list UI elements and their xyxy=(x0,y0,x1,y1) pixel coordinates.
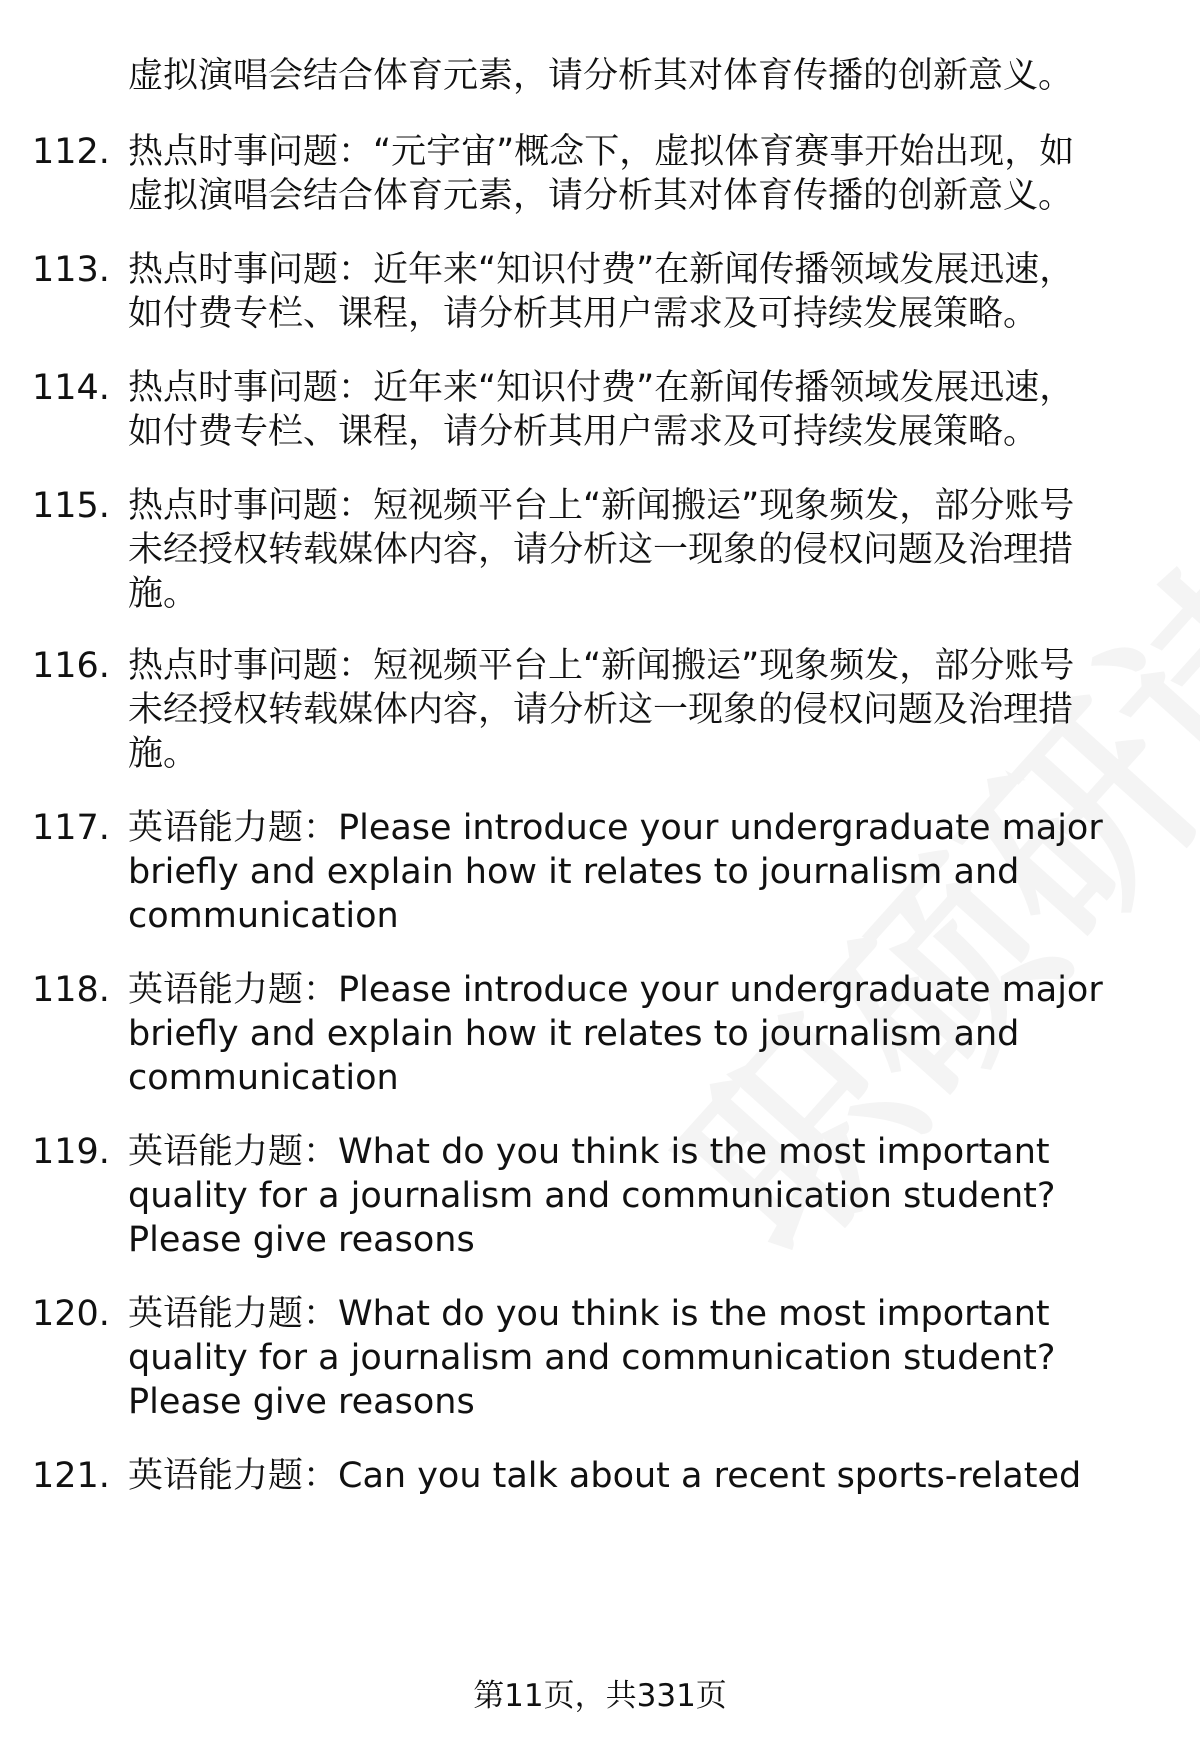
question-119-line-3: Please give reasons xyxy=(128,1220,475,1260)
question-118-line-3: communication xyxy=(128,1058,399,1098)
question-115-line-2: 未经授权转载媒体内容，请分析这一现象的侵权问题及治理措 xyxy=(128,530,1074,570)
question-117-line-1: 英语能力题：Please introduce your undergraduate major xyxy=(128,808,1103,848)
question-119-line-1: 英语能力题：What do you think is the most important xyxy=(128,1132,1050,1172)
question-121-line-1: 英语能力题：Can you talk about a recent sports-related xyxy=(128,1456,1082,1496)
question-120-number: 120. xyxy=(32,1294,110,1334)
question-118-line-1: 英语能力题：Please introduce your undergraduate major xyxy=(128,970,1103,1010)
question-115-line-3: 施。 xyxy=(128,574,199,614)
question-111-line-2: 虚拟演唱会结合体育元素，请分析其对体育传播的创新意义。 xyxy=(128,56,1074,96)
question-119-line-2: quality for a journalism and communication student? xyxy=(128,1176,1056,1216)
question-120-line-2: quality for a journalism and communication student? xyxy=(128,1338,1056,1378)
question-117-number: 117. xyxy=(32,808,110,848)
question-115-line-1: 热点时事问题：短视频平台上“新闻搬运”现象频发，部分账号 xyxy=(128,486,1075,526)
question-119-number: 119. xyxy=(32,1132,110,1172)
question-112-line-2: 虚拟演唱会结合体育元素，请分析其对体育传播的创新意义。 xyxy=(128,176,1074,216)
question-114-line-1: 热点时事问题：近年来“知识付费”在新闻传播领域发展迅速， xyxy=(128,368,1075,408)
question-113-line-1: 热点时事问题：近年来“知识付费”在新闻传播领域发展迅速， xyxy=(128,250,1075,290)
question-120-line-1: 英语能力题：What do you think is the most important xyxy=(128,1294,1050,1334)
question-121-number: 121. xyxy=(32,1456,110,1496)
question-120-line-3: Please give reasons xyxy=(128,1382,475,1422)
question-116-line-2: 未经授权转载媒体内容，请分析这一现象的侵权问题及治理措 xyxy=(128,690,1074,730)
question-116-number: 116. xyxy=(32,646,110,686)
question-117-line-2: briefly and explain how it relates to journalism and xyxy=(128,852,1020,892)
question-116-line-1: 热点时事问题：短视频平台上“新闻搬运”现象频发，部分账号 xyxy=(128,646,1075,686)
question-115-number: 115. xyxy=(32,486,110,526)
page-number-footer: 第11页，共331页 xyxy=(473,1678,727,1714)
question-118-line-2: briefly and explain how it relates to journalism and xyxy=(128,1014,1020,1054)
question-117-line-3: communication xyxy=(128,896,399,936)
question-114-number: 114. xyxy=(32,368,110,408)
question-112-number: 112. xyxy=(32,132,110,172)
question-116-line-3: 施。 xyxy=(128,734,199,774)
question-114-line-2: 如付费专栏、课程，请分析其用户需求及可持续发展策略。 xyxy=(128,412,1039,452)
question-113-number: 113. xyxy=(32,250,110,290)
question-112-line-1: 热点时事问题：“元宇宙”概念下，虚拟体育赛事开始出现，如 xyxy=(128,132,1075,172)
question-113-line-2: 如付费专栏、课程，请分析其用户需求及可持续发展策略。 xyxy=(128,294,1039,334)
question-118-number: 118. xyxy=(32,970,110,1010)
